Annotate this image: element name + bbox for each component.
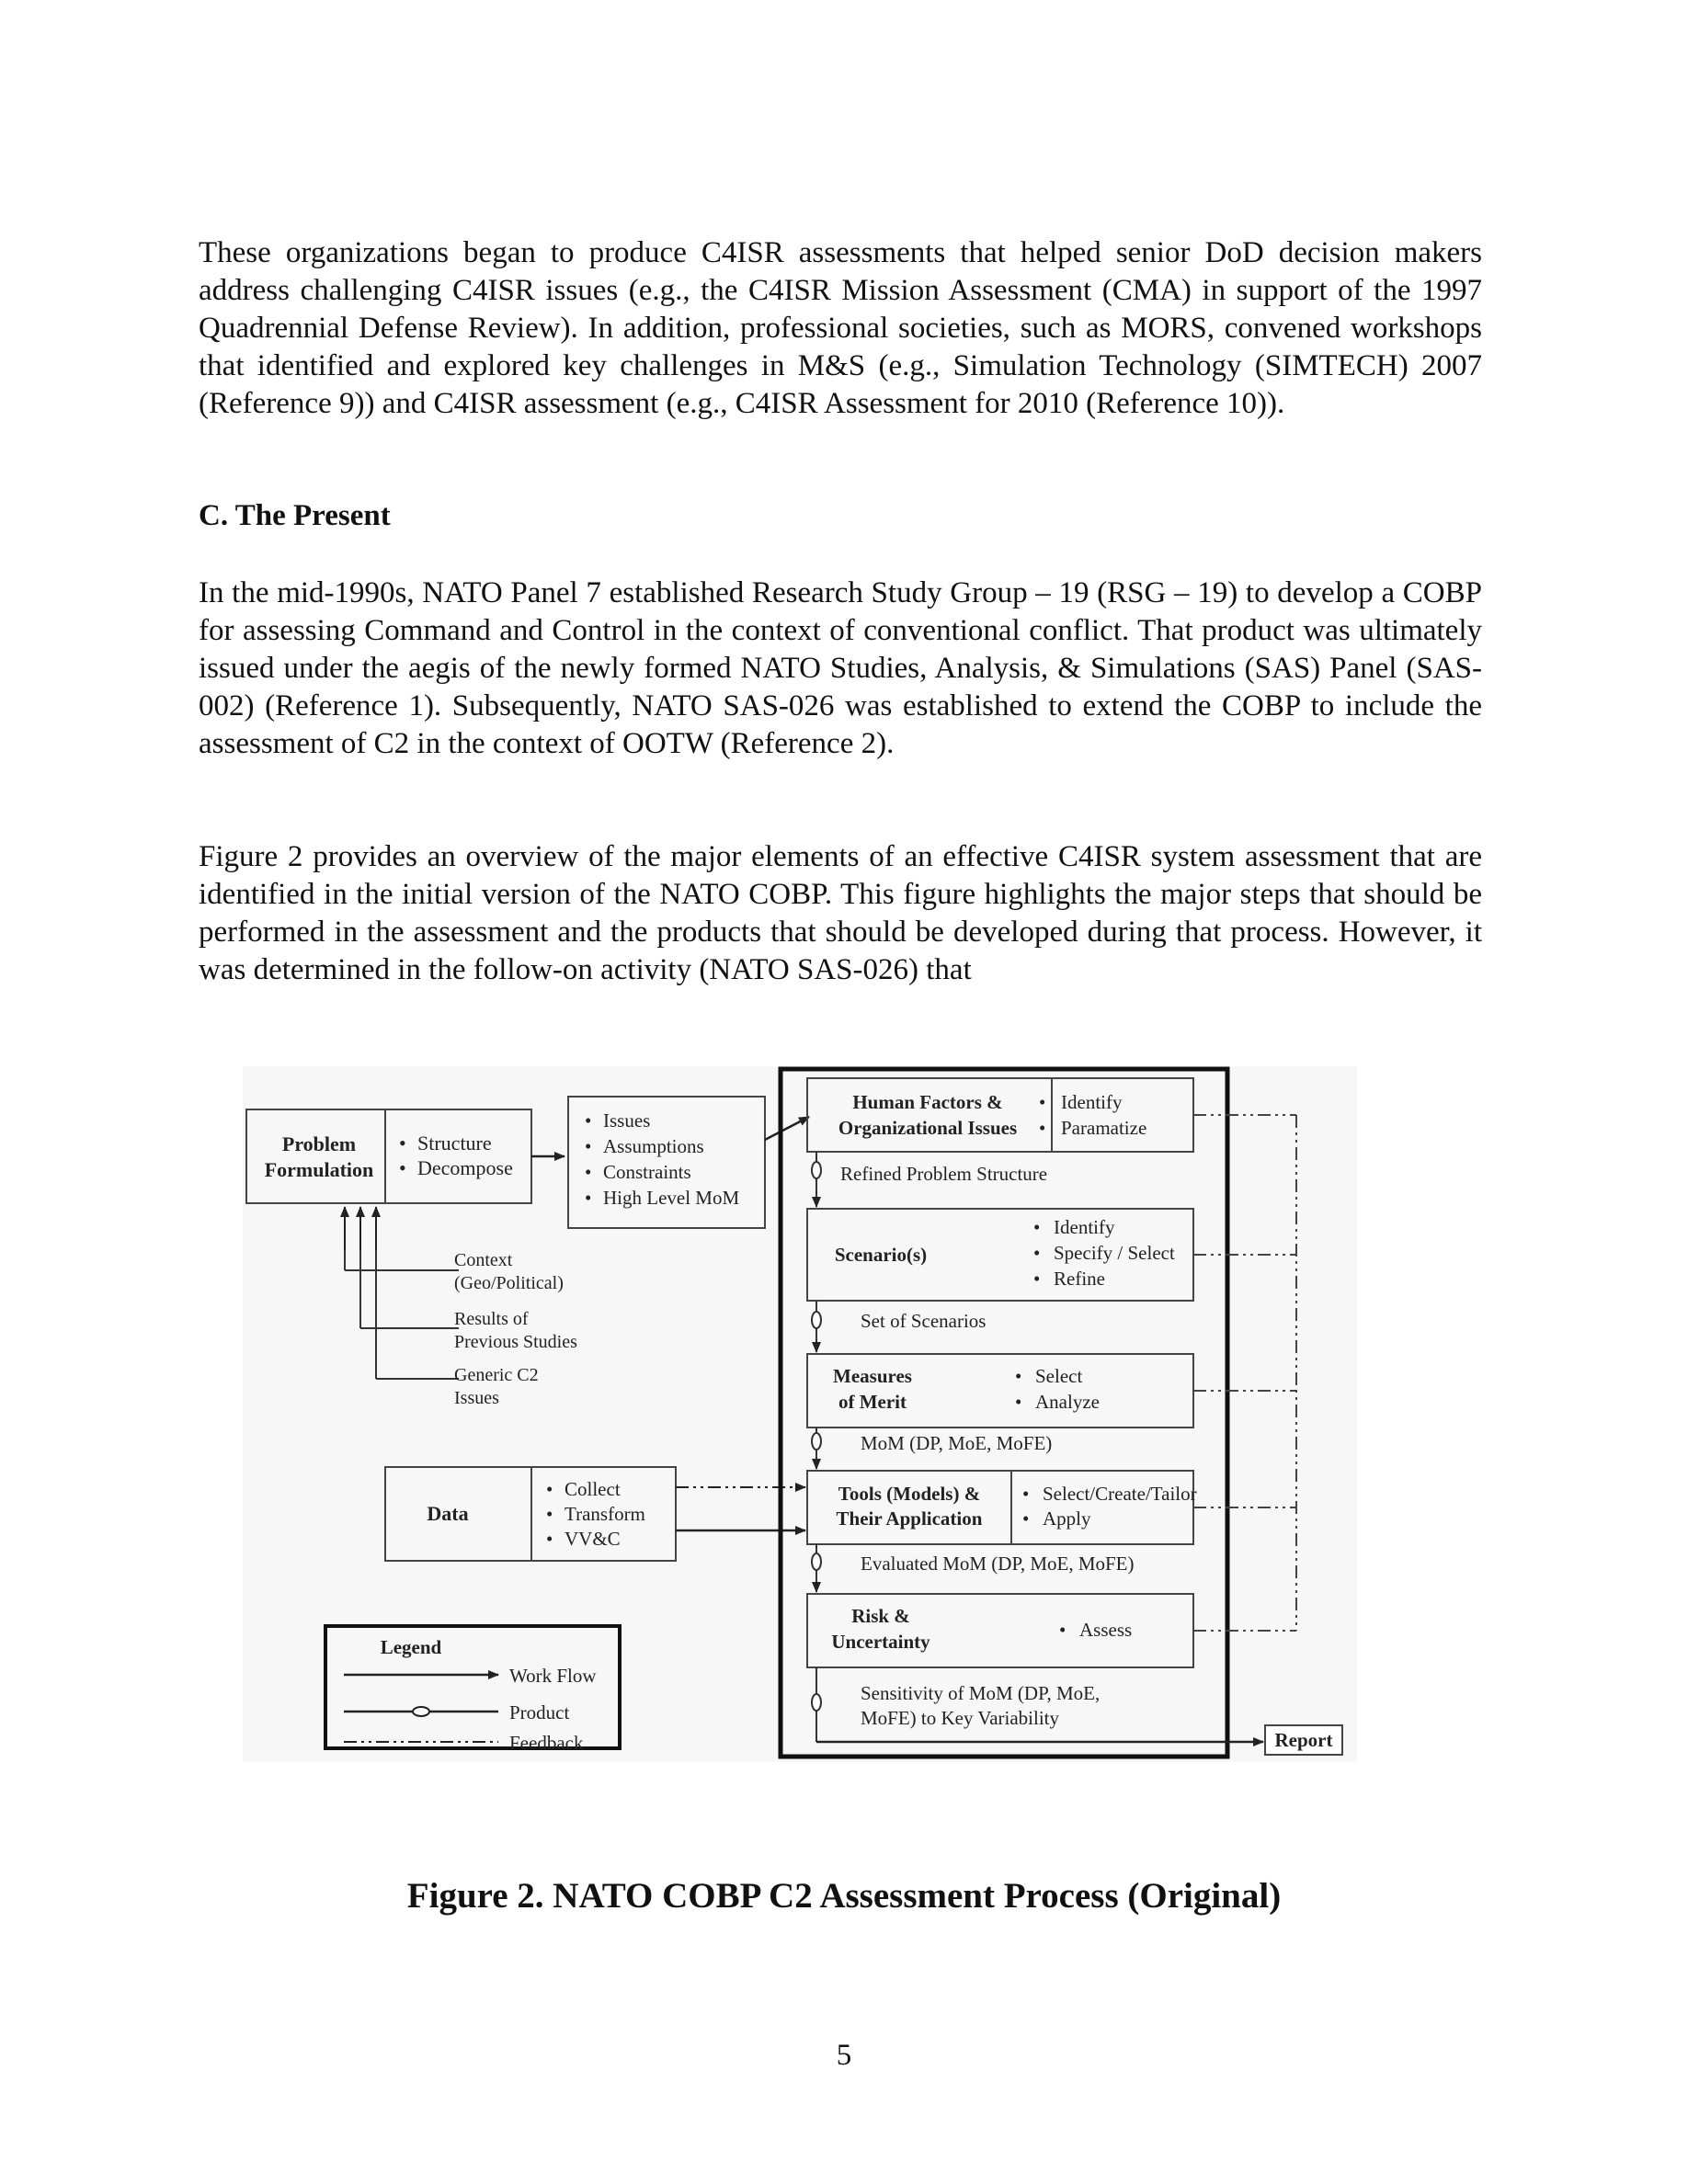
product-sensitivity-2: MoFE) to Key Variability — [861, 1707, 1060, 1729]
report-label: Report — [1274, 1729, 1333, 1751]
product-marker — [812, 1694, 821, 1711]
pf-bullet-structure: Structure — [417, 1132, 492, 1155]
bullet-dot: • — [1015, 1365, 1022, 1387]
human-factors-title-2: Organizational Issues — [838, 1117, 1018, 1139]
diagram-svg — [243, 1066, 1357, 1762]
bullet-dot: • — [1022, 1507, 1030, 1530]
bullet-dot: • — [1033, 1268, 1041, 1290]
tools-bullet-apply: Apply — [1043, 1507, 1091, 1530]
bullet-dot: • — [1022, 1483, 1030, 1505]
scenarios-title: Scenario(s) — [834, 1244, 928, 1266]
issues-item-issues: Issues — [603, 1109, 651, 1132]
input-generic-2: Issues — [454, 1388, 499, 1408]
bullet-dot: • — [399, 1132, 406, 1155]
bullet-dot: • — [585, 1161, 592, 1183]
bullet-dot: • — [585, 1135, 592, 1157]
data-bullet-vvc: VV&C — [565, 1528, 621, 1550]
data-box-title: Data — [427, 1502, 469, 1525]
bullet-dot: • — [546, 1528, 553, 1550]
risk-title-1: Risk & — [851, 1605, 910, 1627]
legend-title: Legend — [380, 1636, 442, 1658]
data-bullet-transform: Transform — [565, 1503, 645, 1525]
product-mom: MoM (DP, MoE, MoFE) — [861, 1432, 1053, 1454]
bullet-dot: • — [1033, 1242, 1041, 1264]
scenario-bullet-refine: Refine — [1054, 1268, 1105, 1290]
product-evaluated-mom: Evaluated MoM (DP, MoE, MoFE) — [861, 1553, 1135, 1575]
input-results-2: Previous Studies — [454, 1332, 577, 1352]
product-marker — [812, 1312, 821, 1328]
hf-bullet-identify: Identify — [1061, 1091, 1123, 1113]
page-number: 5 — [836, 2039, 852, 2072]
risk-title-2: Uncertainty — [831, 1631, 930, 1653]
product-marker — [812, 1553, 821, 1570]
product-refined-structure: Refined Problem Structure — [840, 1163, 1048, 1185]
measures-bullet-select: Select — [1035, 1365, 1083, 1387]
input-context-2: (Geo/Political) — [454, 1273, 564, 1293]
scenario-bullet-specify: Specify / Select — [1054, 1242, 1175, 1264]
bullet-dot: • — [585, 1109, 592, 1132]
bullet-dot: • — [1059, 1619, 1066, 1641]
product-set-of-scenarios: Set of Scenarios — [861, 1310, 987, 1332]
issues-item-high-level-mom: High Level MoM — [603, 1187, 740, 1209]
risk-bullet-assess: Assess — [1079, 1619, 1133, 1641]
tools-title-1: Tools (Models) & — [838, 1483, 981, 1505]
pf-bullet-decompose: Decompose — [417, 1156, 513, 1179]
scenario-bullet-identify: Identify — [1054, 1216, 1115, 1238]
paragraph-1: These organizations began to produce C4ISR assessments that helped senior DoD decision makers address challenging C4ISR issues (e.g., the C4ISR Mission Assessment (CMA) in support of the 1997 Quadrennial Defense Review). In addition, professional societies, such as MORS, convened workshops that identified and explored key challenges in M&S (e.g., Simulation Technology (SIMTECH) 2007 (Reference 9)) and C4ISR assessment (e.g., C4ISR Assessment for 2010 (Reference 10)). — [199, 236, 1482, 420]
paragraph-2: In the mid-1990s, NATO Panel 7 established Research Study Group – 19 (RSG – 19) to develop a COBP for assessing Command and Control in the context of conventional conflict. That product was ultimately issued under the aegis of the newly formed NATO Studies, Analysis, & Simulations (SAS) Panel (SAS-002) (Reference 1). Subsequently, NATO SAS-026 was established to extend the COBP to include the assessment of C2 in the context of OOTW (Reference 2). — [199, 576, 1482, 760]
measures-bullet-analyze: Analyze — [1035, 1391, 1100, 1413]
section-heading: C. The Present — [199, 499, 391, 532]
issues-item-assumptions: Assumptions — [603, 1135, 704, 1157]
legend-item-feedback: Feedback — [509, 1732, 584, 1754]
bullet-dot: • — [399, 1156, 406, 1179]
problem-formulation-title-1: Problem — [281, 1132, 357, 1155]
tools-bullet-select: Select/Create/Tailor — [1043, 1483, 1197, 1505]
bullet-dot: • — [585, 1187, 592, 1209]
bullet-dot: • — [546, 1478, 553, 1500]
product-sensitivity-1: Sensitivity of MoM (DP, MoE, — [861, 1682, 1101, 1704]
bullet-dot: • — [1015, 1391, 1022, 1413]
tools-title-2: Their Application — [836, 1507, 983, 1530]
measures-title-2: of Merit — [838, 1391, 907, 1413]
legend-item-product: Product — [509, 1701, 570, 1723]
product-marker — [812, 1162, 821, 1178]
legend-product-marker — [413, 1707, 429, 1716]
problem-formulation-title-2: Formulation — [264, 1158, 374, 1181]
bullet-dot: • — [1039, 1091, 1046, 1113]
hf-bullet-paramatize: Paramatize — [1061, 1117, 1147, 1139]
product-marker — [812, 1433, 821, 1450]
figure-caption: Figure 2. NATO COBP C2 Assessment Process (Original) — [406, 1876, 1282, 1916]
data-bullet-collect: Collect — [565, 1478, 621, 1500]
paragraph-3: Figure 2 provides an overview of the major elements of an effective C4ISR system assessment that are identified in the initial version of the NATO COBP. This figure highlights the major steps that should be performed in the assessment and the products that should be developed during that process. However, it was determined in the follow-on activity (NATO SAS-026) that — [199, 840, 1482, 986]
bullet-dot: • — [1039, 1117, 1046, 1139]
measures-title-1: Measures — [833, 1365, 912, 1387]
legend-item-work-flow: Work Flow — [509, 1665, 597, 1687]
figure-2-diagram — [243, 1066, 1357, 1762]
input-results-1: Results of — [454, 1309, 529, 1329]
input-generic-1: Generic C2 — [454, 1365, 539, 1385]
human-factors-title-1: Human Factors & — [852, 1091, 1003, 1113]
issues-item-constraints: Constraints — [603, 1161, 691, 1183]
bullet-dot: • — [546, 1503, 553, 1525]
input-context-1: Context — [454, 1250, 513, 1270]
bullet-dot: • — [1033, 1216, 1041, 1238]
